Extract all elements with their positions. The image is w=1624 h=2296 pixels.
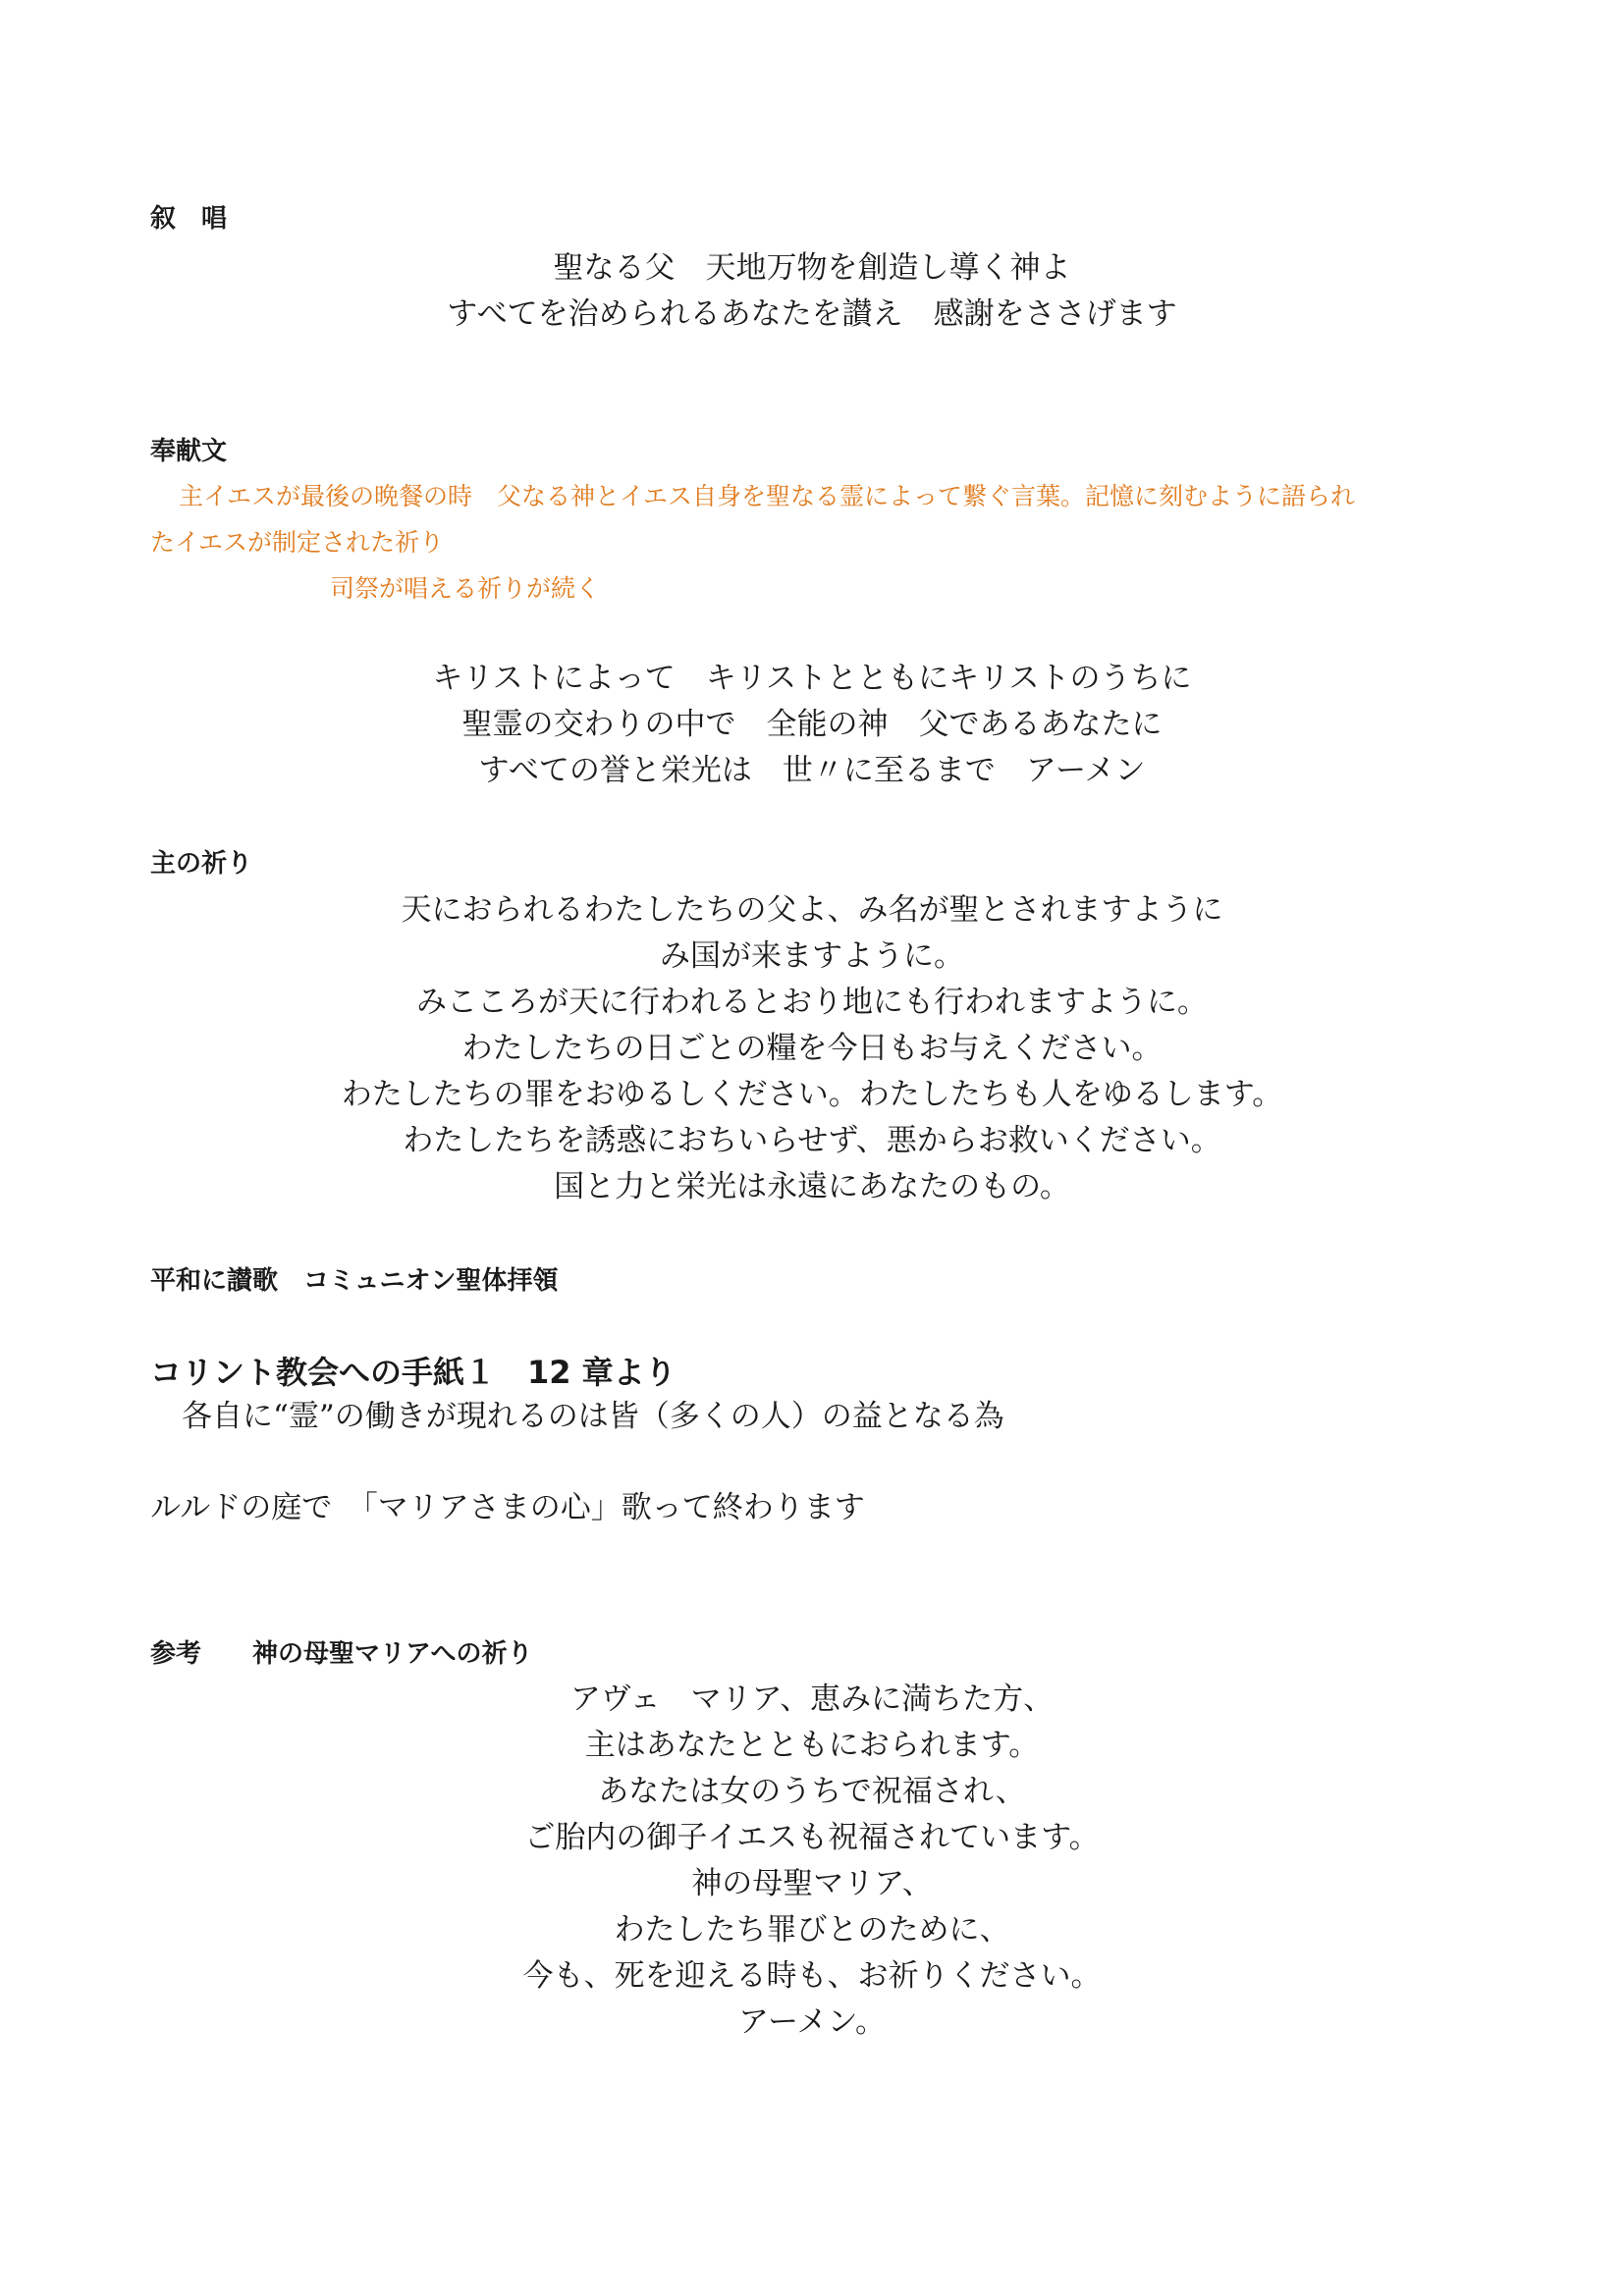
hail-mary-line: アヴェ マリア、恵みに満ちた方、: [569, 1682, 1055, 1717]
doxology-text: [0, 656, 1624, 794]
doxology-line: すべての誉と栄光は 世〃に至るまで アーメン: [478, 753, 1146, 788]
corinthians-text: 各自に“霊”の働きが現れるのは皆（多くの人）の益となる為: [182, 1399, 1004, 1434]
doxology-line: キリストによって キリストとともにキリストのうちに: [432, 661, 1192, 696]
hail-mary-line: わたしたち罪びとのために、: [614, 1912, 1010, 1948]
closing-text: ルルドの庭で 「マリアさまの心」歌って終わります: [150, 1490, 865, 1525]
prayer-line: わたしたちを誘惑におちいらせず、悪からお救いください。: [403, 1123, 1221, 1158]
prayer-line: わたしたちの罪をおゆるしください。わたしたちも人をゆるします。: [341, 1077, 1283, 1112]
hail-mary-line: 神の母聖マリア、: [691, 1866, 933, 1901]
preface-text: [0, 245, 1624, 338]
heading-lords-prayer: 主の祈り: [150, 849, 253, 879]
preface-line: 聖なる父 天地万物を創造し導く神よ: [553, 250, 1071, 286]
note-line: 主イエスが最後の晩餐の時 父なる神とイエス自身を聖なる霊によって繋ぐ言葉。記憶に刻むように語られ: [179, 482, 1356, 510]
hail-mary-line: ご胎内の御子イエスも祝福されています。: [524, 1820, 1100, 1855]
prayer-line: 国と力と栄光は永遠にあなたのもの。: [554, 1169, 1070, 1204]
note-line: 司祭が唱える祈りが続く: [330, 574, 601, 603]
hail-mary-text: [0, 1677, 1624, 2046]
preface-line: すべてを治められるあなたを讃え 感謝をささげます: [447, 296, 1177, 332]
lords-prayer-text: [0, 887, 1624, 1210]
prayer-line: みこころが天に行われるとおり地にも行われますように。: [416, 985, 1208, 1020]
prayer-line: み国が来ますように。: [660, 938, 964, 974]
heading-preface: 叙 唱: [150, 204, 228, 234]
prayer-line: わたしたちの日ごとの糧を今日もお与えください。: [461, 1031, 1163, 1066]
hail-mary-line: 今も、死を迎える時も、お祈りください。: [522, 1958, 1102, 1994]
doxology-line: 聖霊の交わりの中で 全能の神 父であるあなたに: [461, 707, 1163, 742]
hail-mary-line: あなたは女のうちで祝福され、: [598, 1774, 1026, 1809]
heading-communion: 平和に讃歌 コミュニオン聖体拝領: [150, 1266, 559, 1296]
prayer-line: 天におられるわたしたちの父よ、み名が聖とされますように: [401, 892, 1223, 928]
hail-mary-line: 主はあなたとともにおられます。: [584, 1728, 1040, 1763]
heading-corinthians: コリント教会への手紙１ 12 章より: [150, 1354, 677, 1391]
note-line: たイエスが制定された祈り: [150, 528, 445, 557]
hail-mary-line: アーメン。: [737, 2004, 887, 2040]
heading-hail-mary: 参考 神の母聖マリアへの祈り: [150, 1639, 533, 1669]
heading-eucharistic-prayer: 奉献文: [150, 437, 228, 466]
